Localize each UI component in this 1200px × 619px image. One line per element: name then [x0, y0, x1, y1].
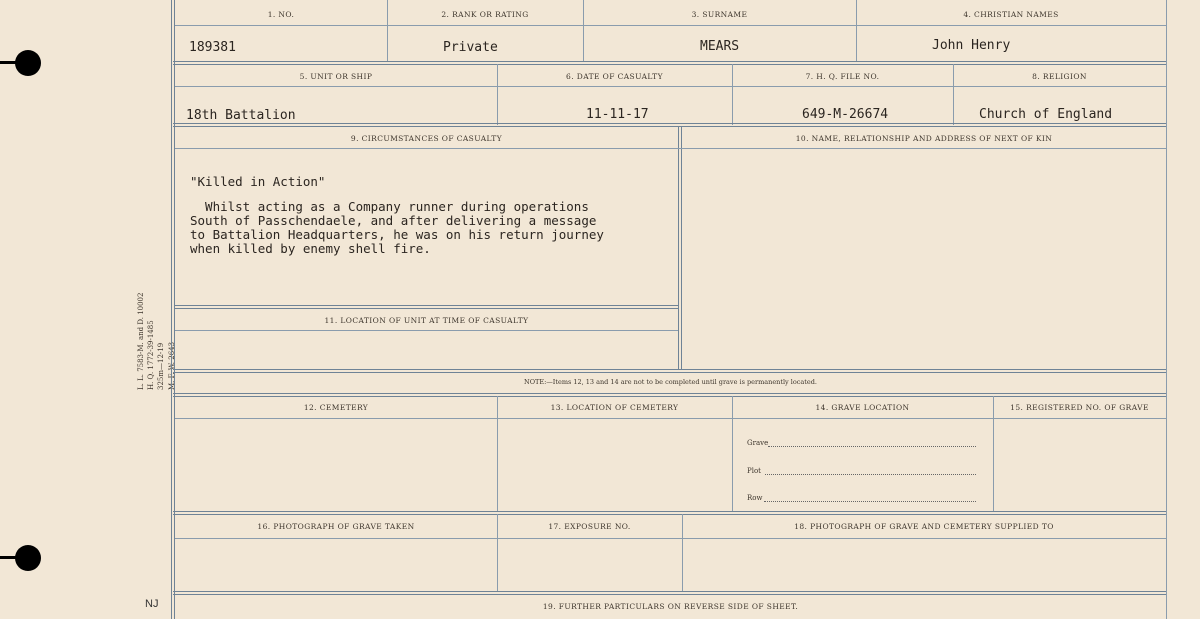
header-surname: 3. SURNAME — [691, 10, 748, 19]
rule — [175, 330, 678, 331]
rule — [175, 86, 1166, 87]
divider — [678, 126, 682, 370]
header-cemetery: 12. CEMETERY — [303, 403, 369, 412]
divider — [993, 396, 994, 512]
punch-hole-top-slot — [0, 61, 28, 64]
plot-label: Plot — [747, 467, 761, 475]
header-registered-no: 15. REGISTERED NO. OF GRAVE — [1010, 403, 1149, 412]
punch-hole-bottom-slot — [0, 556, 28, 559]
row-separator — [173, 61, 1166, 65]
row-separator — [173, 123, 1166, 127]
circumstances-title: "Killed in Action" — [190, 174, 326, 189]
header-rank: 2. RANK OR RATING — [441, 10, 529, 19]
religion-value: Church of England — [979, 107, 1113, 122]
plot-dotted-line — [765, 474, 976, 475]
row-separator — [173, 591, 1166, 595]
footer-further-particulars: 19. FURTHER PARTICULARS ON REVERSE SIDE OF SHEET. — [542, 602, 799, 611]
row-separator — [175, 305, 678, 309]
row-dotted-line — [764, 501, 976, 502]
header-exposure: 17. EXPOSURE NO. — [548, 522, 631, 531]
header-circumstances: 9. CIRCUMSTANCES OF CASUALTY — [350, 134, 503, 143]
row-label: Row — [747, 494, 763, 502]
row-separator — [173, 511, 1166, 515]
divider — [732, 396, 733, 512]
header-christian-names: 4. CHRISTIAN NAMES — [963, 10, 1059, 19]
circumstances-line-1: Whilst acting as a Company runner during operations — [190, 199, 589, 214]
header-grave-location: 14. GRAVE LOCATION — [815, 403, 910, 412]
header-location-of-unit: 11. LOCATION OF UNIT AT TIME OF CASUALTY — [324, 316, 529, 325]
form-code-4: L. L. 7583-M. and D. 10002 — [137, 292, 145, 390]
circumstances-line-2: South of Passchendaele, and after delivering a message — [190, 213, 597, 228]
note-text: NOTE:—Items 12, 13 and 14 are not to be completed until grave is permanently located. — [524, 378, 817, 386]
right-border — [1166, 0, 1167, 619]
rule — [175, 418, 1166, 419]
header-next-of-kin: 10. NAME, RELATIONSHIP AND ADDRESS OF NEXT OF KIN — [795, 134, 1053, 143]
header-cemetery-location: 13. LOCATION OF CEMETERY — [550, 403, 679, 412]
header-date: 6. DATE OF CASUALTY — [566, 72, 663, 81]
header-file-no: 7. H. Q. FILE NO. — [805, 72, 880, 81]
form-code-1: M. F. W. 2643 — [168, 341, 176, 390]
header-unit: 5. UNIT OR SHIP — [299, 72, 373, 81]
rule — [175, 538, 1166, 539]
divider — [497, 396, 498, 512]
row-separator — [173, 369, 1166, 373]
rank-value: Private — [443, 40, 498, 55]
service-number: 189381 — [189, 40, 236, 55]
grave-label: Grave — [747, 439, 769, 447]
rule — [175, 148, 1166, 149]
circumstances-block — [190, 175, 670, 256]
row-separator — [173, 393, 1166, 397]
header-photo-supplied: 18. PHOTOGRAPH OF GRAVE AND CEMETERY SUPPLIED TO — [794, 522, 1054, 531]
christian-names-value: John Henry — [932, 38, 1011, 53]
header-photo-taken: 16. PHOTOGRAPH OF GRAVE TAKEN — [257, 522, 415, 531]
circumstances-line-3: to Battalion Headquarters, he was on his return journey — [190, 227, 604, 242]
sheet-mark: NJ — [145, 598, 159, 610]
header-religion: 8. RELIGION — [1032, 72, 1087, 81]
header-no: 1. NO. — [267, 10, 295, 19]
surname-value: MEARS — [700, 39, 740, 54]
grave-dotted-line — [768, 446, 976, 447]
file-number-value: 649-M-26674 — [802, 107, 889, 122]
circumstances-line-4: when killed by enemy shell fire. — [190, 241, 431, 256]
rule — [175, 25, 1166, 26]
form-code-2: 325m—12-19 — [157, 342, 165, 390]
unit-value: 18th Battalion — [186, 108, 296, 123]
form-code-3: H. Q. 1772-39-1485 — [147, 320, 155, 390]
date-value: 11-11-17 — [586, 107, 649, 122]
